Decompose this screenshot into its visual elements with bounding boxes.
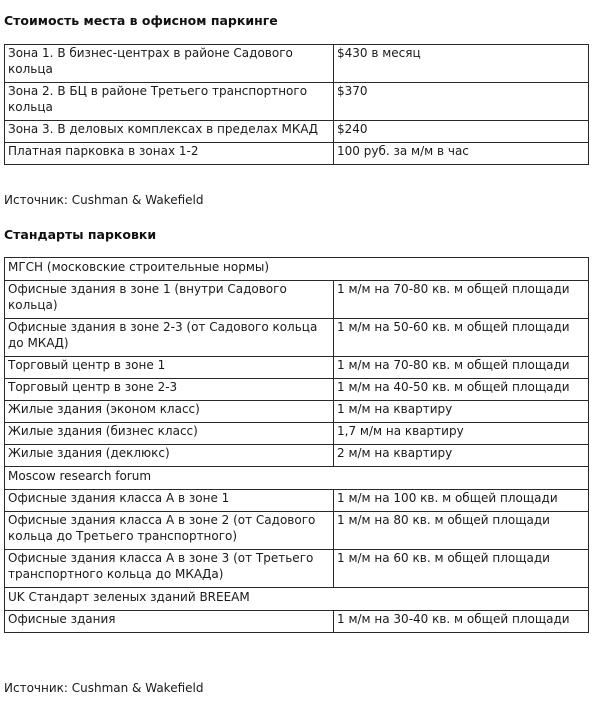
group-header-mgsn: МГСН (московские строительные нормы)	[5, 258, 589, 281]
norm-cell: 1 м/м на квартиру	[334, 401, 589, 423]
group-header-row	[5, 258, 589, 281]
table-row	[5, 379, 589, 401]
norm-cell: 1 м/м на 100 кв. м общей площади	[334, 490, 589, 512]
table-row	[5, 445, 589, 467]
table-row	[5, 512, 589, 550]
norm-cell: 1 м/м на 30-40 кв. м общей площади	[334, 611, 589, 633]
group-header-row	[5, 588, 589, 611]
table-row	[5, 490, 589, 512]
building-type-cell: Жилые здания (бизнес класс)	[5, 423, 334, 445]
zone-cell: Зона 1. В бизнес-центрах в районе Садового кольца	[5, 45, 334, 83]
price-cell: 100 руб. за м/м в час	[334, 143, 589, 165]
parking-cost-title: Стоимость места в офисном паркинге	[4, 13, 278, 28]
building-type-cell: Торговый центр в зоне 2-3	[5, 379, 334, 401]
table-row	[5, 319, 589, 357]
norm-cell: 1 м/м на 70-80 кв. м общей площади	[334, 357, 589, 379]
building-type-cell: Жилые здания (эконом класс)	[5, 401, 334, 423]
group-header-breeam: UK Стандарт зеленых зданий BREEAM	[5, 588, 589, 611]
table-row	[5, 45, 589, 83]
table-row	[5, 401, 589, 423]
norm-cell: 1,7 м/м на квартиру	[334, 423, 589, 445]
norm-cell: 2 м/м на квартиру	[334, 445, 589, 467]
source-note: Источник: Cushman & Wakefield	[4, 193, 204, 207]
building-type-cell: Офисные здания класса А в зоне 1	[5, 490, 334, 512]
parking-standards-title: Стандарты парковки	[4, 227, 157, 242]
building-type-cell: Жилые здания (деклюкс)	[5, 445, 334, 467]
zone-cell: Зона 2. В БЦ в районе Третьего транспортного кольца	[5, 83, 334, 121]
table-row	[5, 611, 589, 633]
price-cell: $240	[334, 121, 589, 143]
table-row	[5, 83, 589, 121]
norm-cell: 1 м/м на 70-80 кв. м общей площади	[334, 281, 589, 319]
building-type-cell: Офисные здания класса А в зоне 2 (от Садового кольца до Третьего транспортного)	[5, 512, 334, 550]
table-row	[5, 121, 589, 143]
table-row	[5, 281, 589, 319]
table-row	[5, 357, 589, 379]
building-type-cell: Офисные здания в зоне 2-3 (от Садового кольца до МКАД)	[5, 319, 334, 357]
price-cell: $370	[334, 83, 589, 121]
group-header-row	[5, 467, 589, 490]
table-row	[5, 423, 589, 445]
group-header-mrf: Moscow research forum	[5, 467, 589, 490]
building-type-cell: Торговый центр в зоне 1	[5, 357, 334, 379]
zone-cell: Зона 3. В деловых комплексах в пределах МКАД	[5, 121, 334, 143]
norm-cell: 1 м/м на 80 кв. м общей площади	[334, 512, 589, 550]
table-row	[5, 143, 589, 165]
parking-cost-table	[4, 44, 589, 165]
building-type-cell: Офисные здания в зоне 1 (внутри Садового кольца)	[5, 281, 334, 319]
norm-cell: 1 м/м на 40-50 кв. м общей площади	[334, 379, 589, 401]
price-cell: $430 в месяц	[334, 45, 589, 83]
parking-standards-table	[4, 257, 589, 633]
zone-cell: Платная парковка в зонах 1-2	[5, 143, 334, 165]
source-note: Источник: Cushman & Wakefield	[4, 681, 204, 695]
table-row	[5, 550, 589, 588]
building-type-cell: Офисные здания класса А в зоне 3 (от Третьего транспортного кольца до МКАДа)	[5, 550, 334, 588]
norm-cell: 1 м/м на 50-60 кв. м общей площади	[334, 319, 589, 357]
building-type-cell: Офисные здания	[5, 611, 334, 633]
norm-cell: 1 м/м на 60 кв. м общей площади	[334, 550, 589, 588]
